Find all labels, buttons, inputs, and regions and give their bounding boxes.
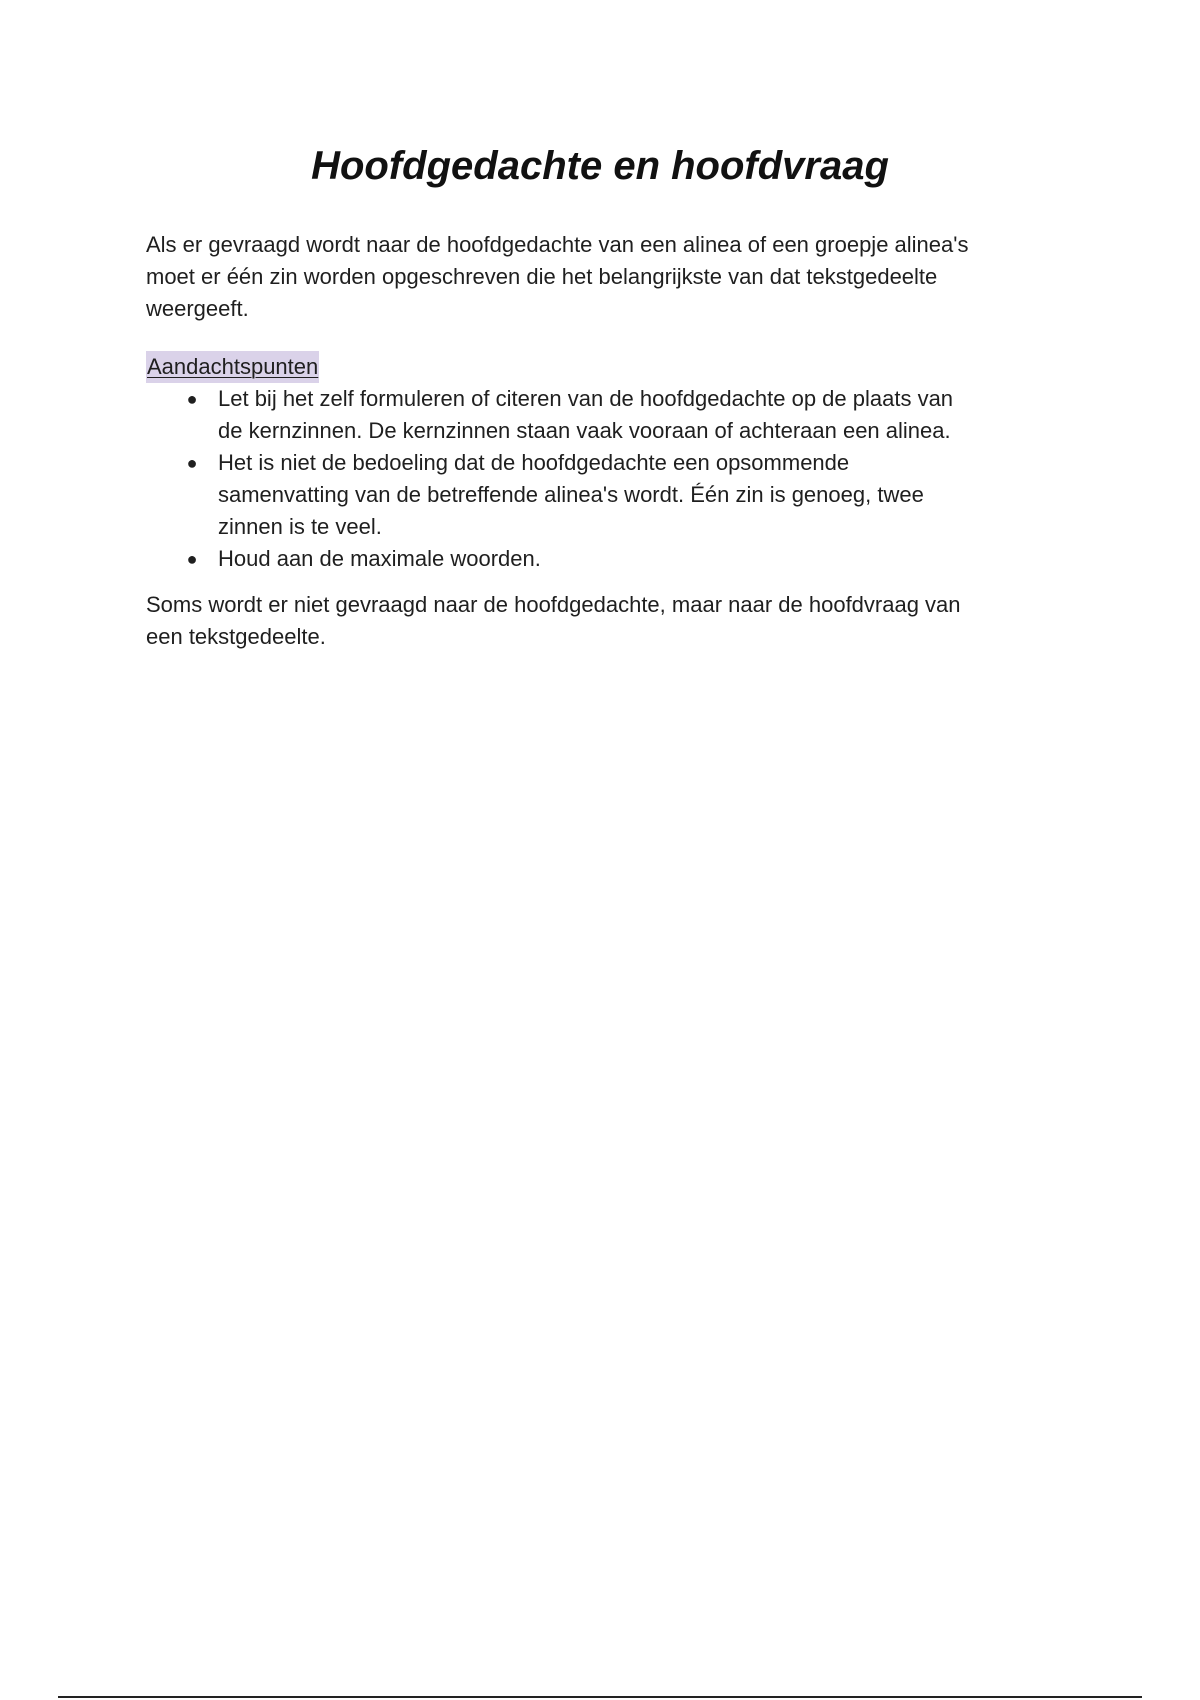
bullet-line: zinnen is te veel. (218, 514, 382, 539)
intro-paragraph (146, 229, 1066, 325)
section-heading-row (146, 351, 1066, 383)
closing-line: Soms wordt er niet gevraagd naar de hoofdgedachte, maar naar de hoofdvraag van (146, 592, 961, 617)
bullet-dot-icon: ● (186, 453, 198, 473)
document-body (146, 229, 1066, 653)
intro-line: moet er één zin worden opgeschreven die het belangrijkste van dat tekstgedeelte (146, 264, 938, 289)
intro-line: Als er gevraagd wordt naar de hoofdgedachte van een alinea of een groepje alinea's (146, 232, 969, 257)
closing-line: een tekstgedeelte. (146, 624, 326, 649)
bullet-line: Houd aan de maximale woorden. (218, 546, 541, 571)
section-heading: Aandachtspunten (146, 351, 319, 383)
bullet-list (182, 383, 1066, 575)
closing-paragraph (146, 589, 1066, 653)
bullet-item (182, 543, 1066, 575)
footer-rule (58, 1696, 1142, 1698)
bullet-line: Het is niet de bedoeling dat de hoofdgedachte een opsommende (218, 450, 850, 475)
bullet-line: Let bij het zelf formuleren of citeren van de hoofdgedachte op de plaats van (218, 386, 954, 411)
bullet-item (182, 447, 1066, 543)
bullet-item (182, 383, 1066, 447)
document-title: Hoofdgedachte en hoofdvraag (311, 144, 889, 188)
bullet-dot-icon: ● (186, 549, 198, 569)
bullet-dot-icon: ● (186, 389, 198, 409)
bullet-line: samenvatting van de betreffende alinea's wordt. Één zin is genoeg, twee (218, 482, 924, 507)
intro-line: weergeeft. (146, 296, 249, 321)
bullet-line: de kernzinnen. De kernzinnen staan vaak vooraan of achteraan een alinea. (218, 418, 951, 443)
